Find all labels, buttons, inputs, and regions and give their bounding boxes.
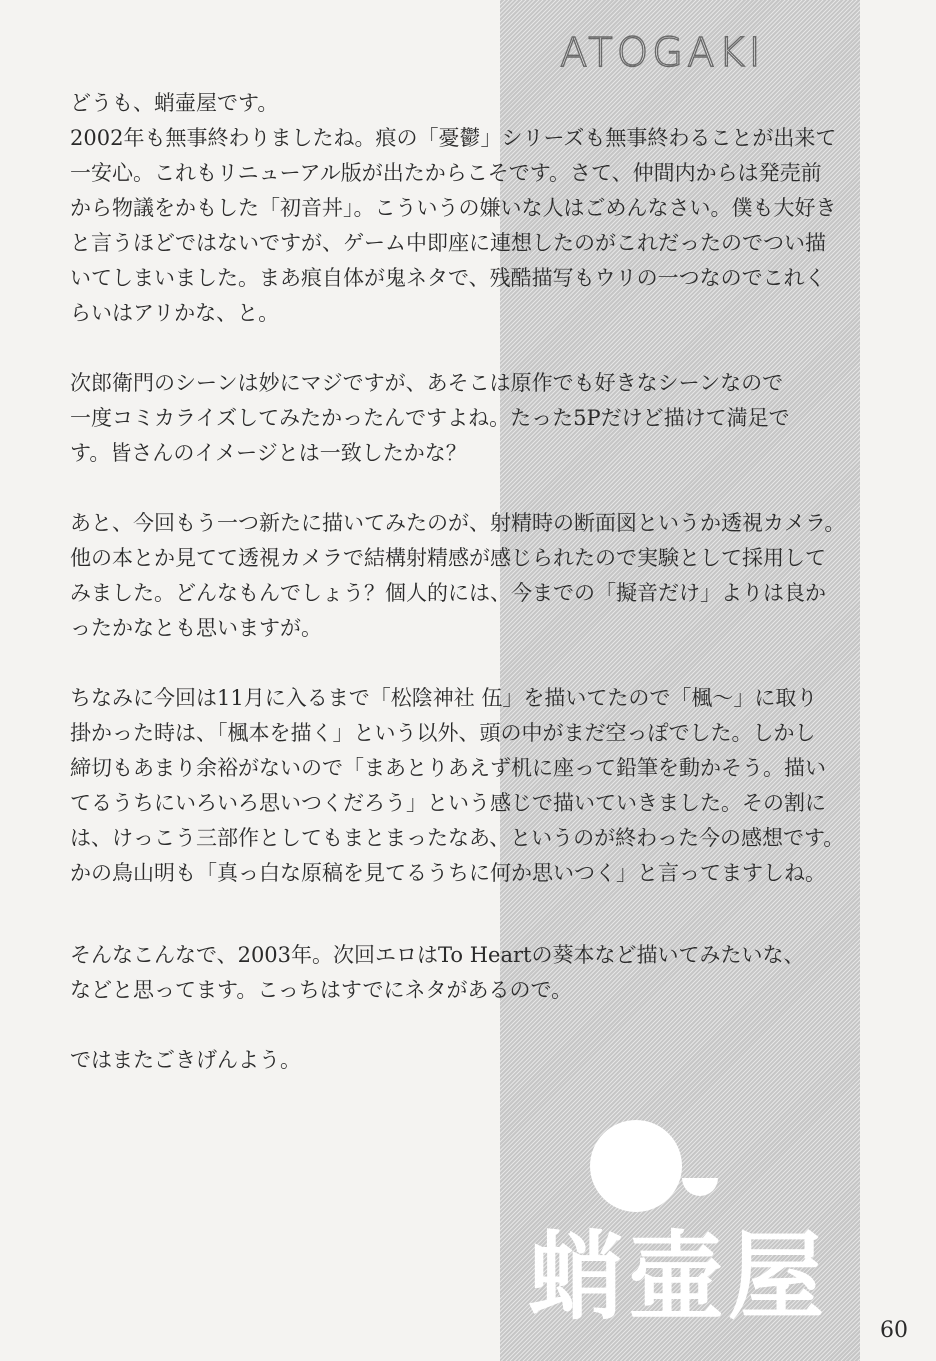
text-line: ちなみに今回は11月に入るまで「松陰神社 伍」を描いてたので「楓～」に取り <box>70 686 818 710</box>
paragraph-gap <box>70 891 890 903</box>
text-line: どうも、蛸壷屋です。 <box>70 91 279 115</box>
paragraph-gap <box>70 1008 890 1043</box>
paragraph-gap <box>70 331 890 366</box>
text-line: 掛かった時は、「楓本を描く」という以外、頭の中がまだ空っぽでした。しかし <box>70 721 816 745</box>
text-line: てるうちにいろいろ思いつくだろう」という感じで描いていきました。その割に <box>70 791 826 815</box>
text-line: そんなこんなで、2003年。次回エロはTo Heartの葵本など描いてみたいな、 <box>70 943 805 967</box>
logo-bubble-icon <box>590 1120 682 1212</box>
text-line: などと思ってます。こっちはすでにネタがあるので。 <box>70 978 573 1002</box>
text-line: と言うほどではないですが、ゲーム中即座に連想したのがこれだったのでつい描 <box>70 231 826 255</box>
circle-logo: 蛸壷屋 <box>528 1221 828 1333</box>
text-line: 次郎衛門のシーンは妙にマジですが、あそこは原作でも好きなシーンなので <box>70 371 784 395</box>
page-number: 60 <box>880 1318 908 1343</box>
page-heading: ATOGAKI <box>560 30 765 76</box>
text-line: いてしまいました。まあ痕自体が鬼ネタで、残酷描写もウリの一つなのでこれく <box>70 266 826 290</box>
paragraph-gap <box>70 903 890 938</box>
text-line: 一安心。これもリニューアル版が出たからこそです。さて、仲間内からは発売前 <box>70 161 822 185</box>
text-line: 締切もあまり余裕がないので「まあとりあえず机に座って鉛筆を動かそう。描い <box>70 756 826 780</box>
text-line: 2002年も無事終わりましたね。痕の「憂鬱」シリーズも無事終わることが出来て <box>70 126 837 150</box>
text-line: ではまたごきげんよう。 <box>70 1048 301 1072</box>
text-line: から物議をかもした「初音丼」。こういうの嫌いな人はごめんなさい。僕も大好き <box>70 196 837 220</box>
text-line: らいはアリかな、と。 <box>70 301 280 325</box>
text-line: 一度コミカライズしてみたかったんですよね。たった5Pだけど描けて満足で <box>70 406 790 430</box>
text-line: みました。どんなもんでしょう？個人的には、今までの「擬音だけ」よりは良か <box>70 581 826 605</box>
text-line: は、けっこう三部作としてもまとまったなあ、というのが終わった今の感想です。 <box>70 826 845 850</box>
paragraph-gap <box>70 471 890 506</box>
text-line: 他の本とか見てて透視カメラで結構射精感が感じられたので実験として採用して <box>70 546 826 570</box>
paragraph-gap <box>70 646 890 681</box>
afterword-text <box>70 86 890 1078</box>
text-line: ったかなとも思いますが。 <box>70 616 322 640</box>
text-line: あと、今回もう一つ新たに描いてみたのが、射精時の断面図というか透視カメラ。 <box>70 511 846 535</box>
text-line: かの鳥山明も「真っ白な原稿を見てるうちに何か思いつく」と言ってますしね。 <box>70 861 826 885</box>
text-line: す。皆さんのイメージとは一致したかな？ <box>70 441 467 465</box>
